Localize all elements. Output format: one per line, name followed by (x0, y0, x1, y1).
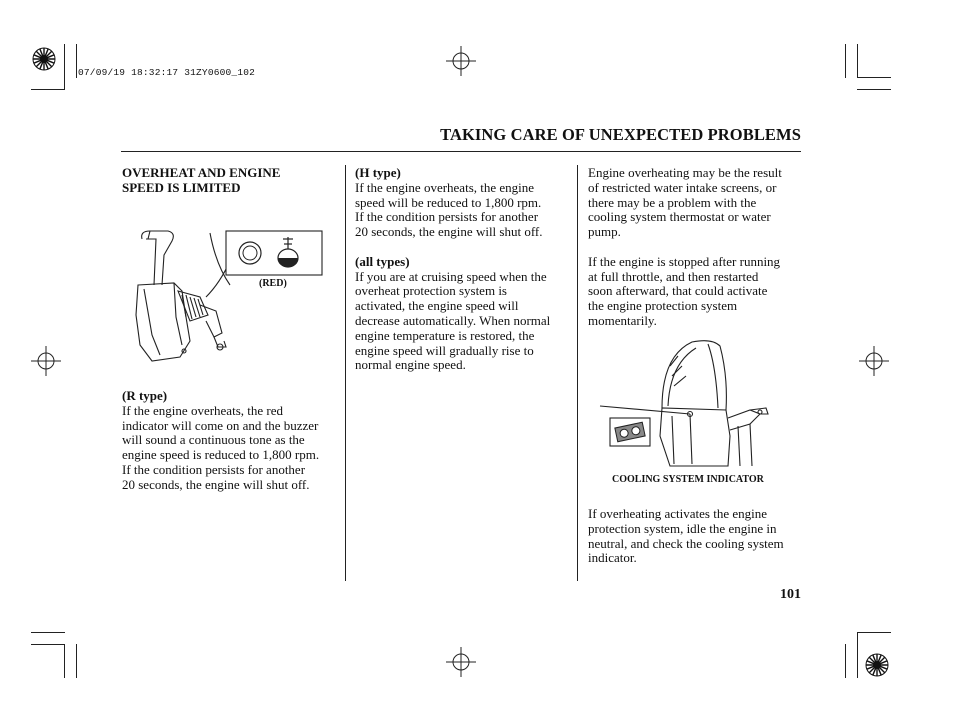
r-type-section (122, 389, 342, 493)
page-title: TAKING CARE OF UNEXPECTED PROBLEMS (440, 125, 801, 144)
all-types-text: If you are at cruising speed when the overheat protection system is activated, the engine speed will decrease automatically. When normal engine temperature is restored, the engine speed will gradually rise to normal engine speed. (355, 268, 551, 373)
column-divider (345, 165, 346, 581)
right-paragraph-2: If the engine is stopped after running at full throttle, and then restarted soon afterward, that could activate the engine protection system momentarily. (588, 253, 781, 328)
crosshair-icon (859, 346, 889, 376)
crosshair-icon (446, 647, 476, 677)
left-column (122, 166, 342, 196)
registration-star-icon (864, 652, 890, 678)
h-type-heading: (H type) (355, 165, 401, 180)
right-paragraph-3: If overheating activates the engine protection system, idle the engine in neutral, and check the cooling system indicator. (588, 506, 784, 566)
right-column (588, 166, 803, 329)
right-paragraph-1: Engine overheating may be the result of restricted water intake screens, or there may be a problem with the cooling system thermostat or water pump. (588, 165, 782, 240)
h-type-text: If the engine overheats, the engine speed will be reduced to 1,800 rpm. If the condition persists for another 20 seconds, the engine will shut off. (355, 179, 543, 240)
middle-column (355, 166, 575, 373)
header-rule (121, 151, 801, 152)
control-box-illustration (130, 225, 330, 365)
crosshair-icon (31, 346, 61, 376)
red-indicator-label: (RED) (259, 278, 287, 289)
page-number: 101 (780, 587, 801, 602)
column-divider (577, 165, 578, 581)
right-paragraph-3-block (588, 507, 803, 566)
crosshair-icon (446, 46, 476, 76)
registration-star-icon (31, 46, 57, 72)
r-type-heading: (R type) (122, 388, 168, 403)
print-stamp: 07/09/19 18:32:17 31ZY0600_102 (78, 67, 256, 78)
r-type-text: If the engine overheats, the red indicator will come on and the buzzer will sound a continuous tone as the engine speed is reduced to 1,800 rpm. If the condition persists for another 20 seconds, the engine will shut off. (122, 402, 320, 492)
all-types-heading: (all types) (355, 253, 410, 269)
cooling-indicator-caption: COOLING SYSTEM INDICATOR (612, 474, 764, 485)
outboard-motor-illustration (600, 336, 800, 472)
section-heading: OVERHEAT AND ENGINE SPEED IS LIMITED (122, 165, 281, 195)
